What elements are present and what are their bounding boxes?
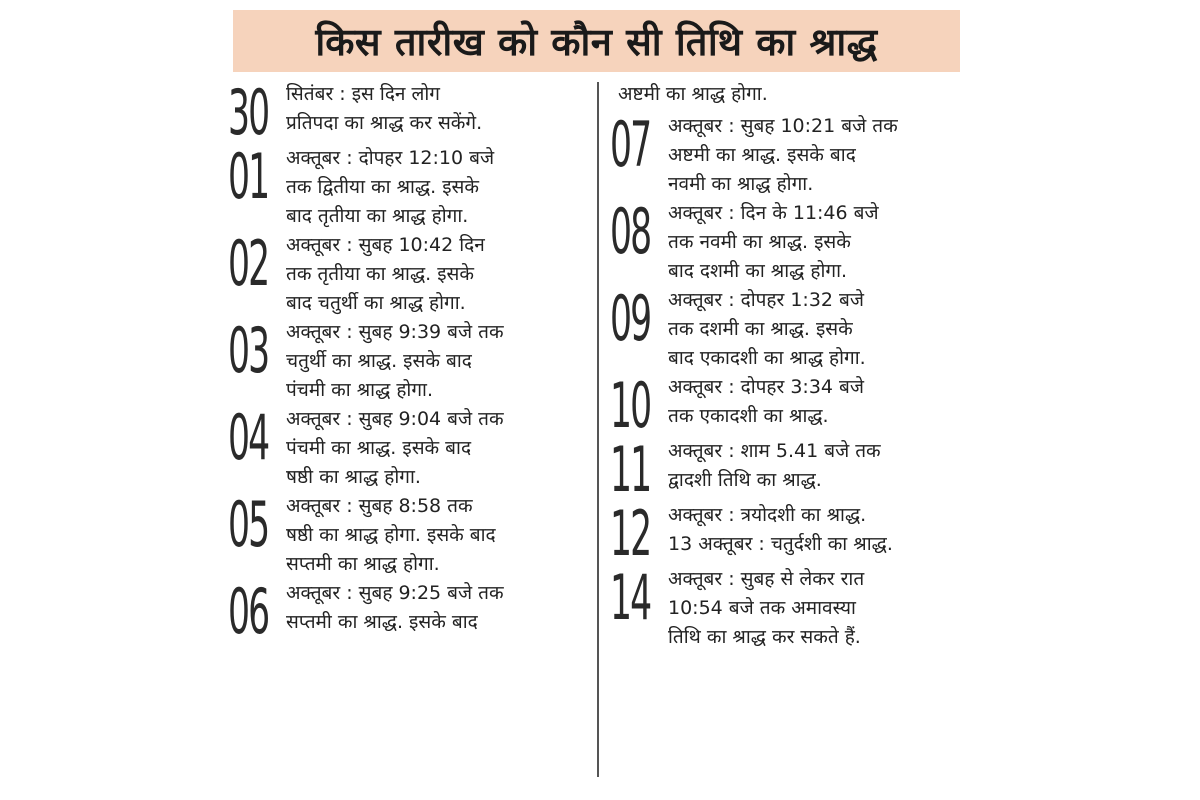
entry-text: अक्तूबर : सुबह 10:21 बजे तक अष्टमी का श्राद्ध. इसके बाद नवमी का श्राद्ध होगा. <box>668 115 898 195</box>
entry-text: अक्तूबर : दोपहर 3:34 बजे तक एकादशी का श्राद्ध. <box>668 376 864 427</box>
entry-text: अक्तूबर : सुबह 8:58 तक षष्ठी का श्राद्ध होगा. इसके बाद सप्तमी का श्राद्ध होगा. <box>286 495 496 575</box>
date-number: 04 <box>228 401 269 474</box>
list-item <box>610 497 970 570</box>
entry-text: अक्तूबर : त्रयोदशी का श्राद्ध. 13 अक्तूबर : चतुर्दशी का श्राद्ध. <box>668 504 893 555</box>
date-number: 09 <box>610 282 651 355</box>
entry-text: सितंबर : इस दिन लोग प्रतिपदा का श्राद्ध कर सकेंगे. <box>286 83 483 134</box>
date-number: 10 <box>610 369 651 442</box>
list-item <box>610 433 970 506</box>
date-number: 06 <box>228 575 269 648</box>
list-item <box>228 227 588 318</box>
list-item <box>228 314 588 405</box>
page-title: किस तारीख को कौन सी तिथि का श्राद्ध <box>315 20 878 64</box>
entry-text: अक्तूबर : सुबह से लेकर रात 10:54 बजे तक अमावस्या तिथि का श्राद्ध कर सकते हैं. <box>668 568 865 648</box>
list-item <box>610 561 970 652</box>
list-item <box>610 108 970 199</box>
right-column <box>610 80 970 652</box>
left-column <box>228 76 588 648</box>
date-number: 01 <box>228 140 269 213</box>
entry-text: अक्तूबर : सुबह 9:04 बजे तक पंचमी का श्राद्ध. इसके बाद षष्ठी का श्राद्ध होगा. <box>286 408 504 488</box>
date-number: 08 <box>610 195 651 268</box>
date-number: 14 <box>610 561 651 634</box>
list-item <box>610 369 970 442</box>
date-number: 30 <box>228 76 269 149</box>
date-number: 03 <box>228 314 269 387</box>
date-number: 02 <box>228 227 269 300</box>
entry-text: अक्तूबर : शाम 5.41 बजे तक द्वादशी तिथि का श्राद्ध. <box>668 440 881 491</box>
date-number: 11 <box>610 433 651 506</box>
list-item <box>228 140 588 231</box>
title-banner <box>233 10 960 72</box>
entry-text: अक्तूबर : सुबह 9:25 बजे तक सप्तमी का श्राद्ध. इसके बाद <box>286 582 504 633</box>
list-item <box>610 195 970 286</box>
column-divider <box>597 82 599 777</box>
date-number: 07 <box>610 108 651 181</box>
entry-text: अक्तूबर : दिन के 11:46 बजे तक नवमी का श्राद्ध. इसके बाद दशमी का श्राद्ध होगा. <box>668 202 879 282</box>
continued-text: अष्टमी का श्राद्ध होगा. <box>618 83 768 105</box>
list-item <box>228 76 588 149</box>
list-item <box>228 575 588 648</box>
list-item <box>610 282 970 373</box>
entry-text: अक्तूबर : दोपहर 12:10 बजे तक द्वितीया का श्राद्ध. इसके बाद तृतीया का श्राद्ध होगा. <box>286 147 495 227</box>
list-item <box>228 488 588 579</box>
entry-text: अक्तूबर : सुबह 9:39 बजे तक चतुर्थी का श्राद्ध. इसके बाद पंचमी का श्राद्ध होगा. <box>286 321 504 401</box>
date-number: 05 <box>228 488 269 561</box>
list-item <box>228 401 588 492</box>
date-number: 12 <box>610 497 651 570</box>
entry-text: अक्तूबर : सुबह 10:42 दिन तक तृतीया का श्राद्ध. इसके बाद चतुर्थी का श्राद्ध होगा. <box>286 234 485 314</box>
entry-text: अक्तूबर : दोपहर 1:32 बजे तक दशमी का श्राद्ध. इसके बाद एकादशी का श्राद्ध होगा. <box>668 289 866 369</box>
